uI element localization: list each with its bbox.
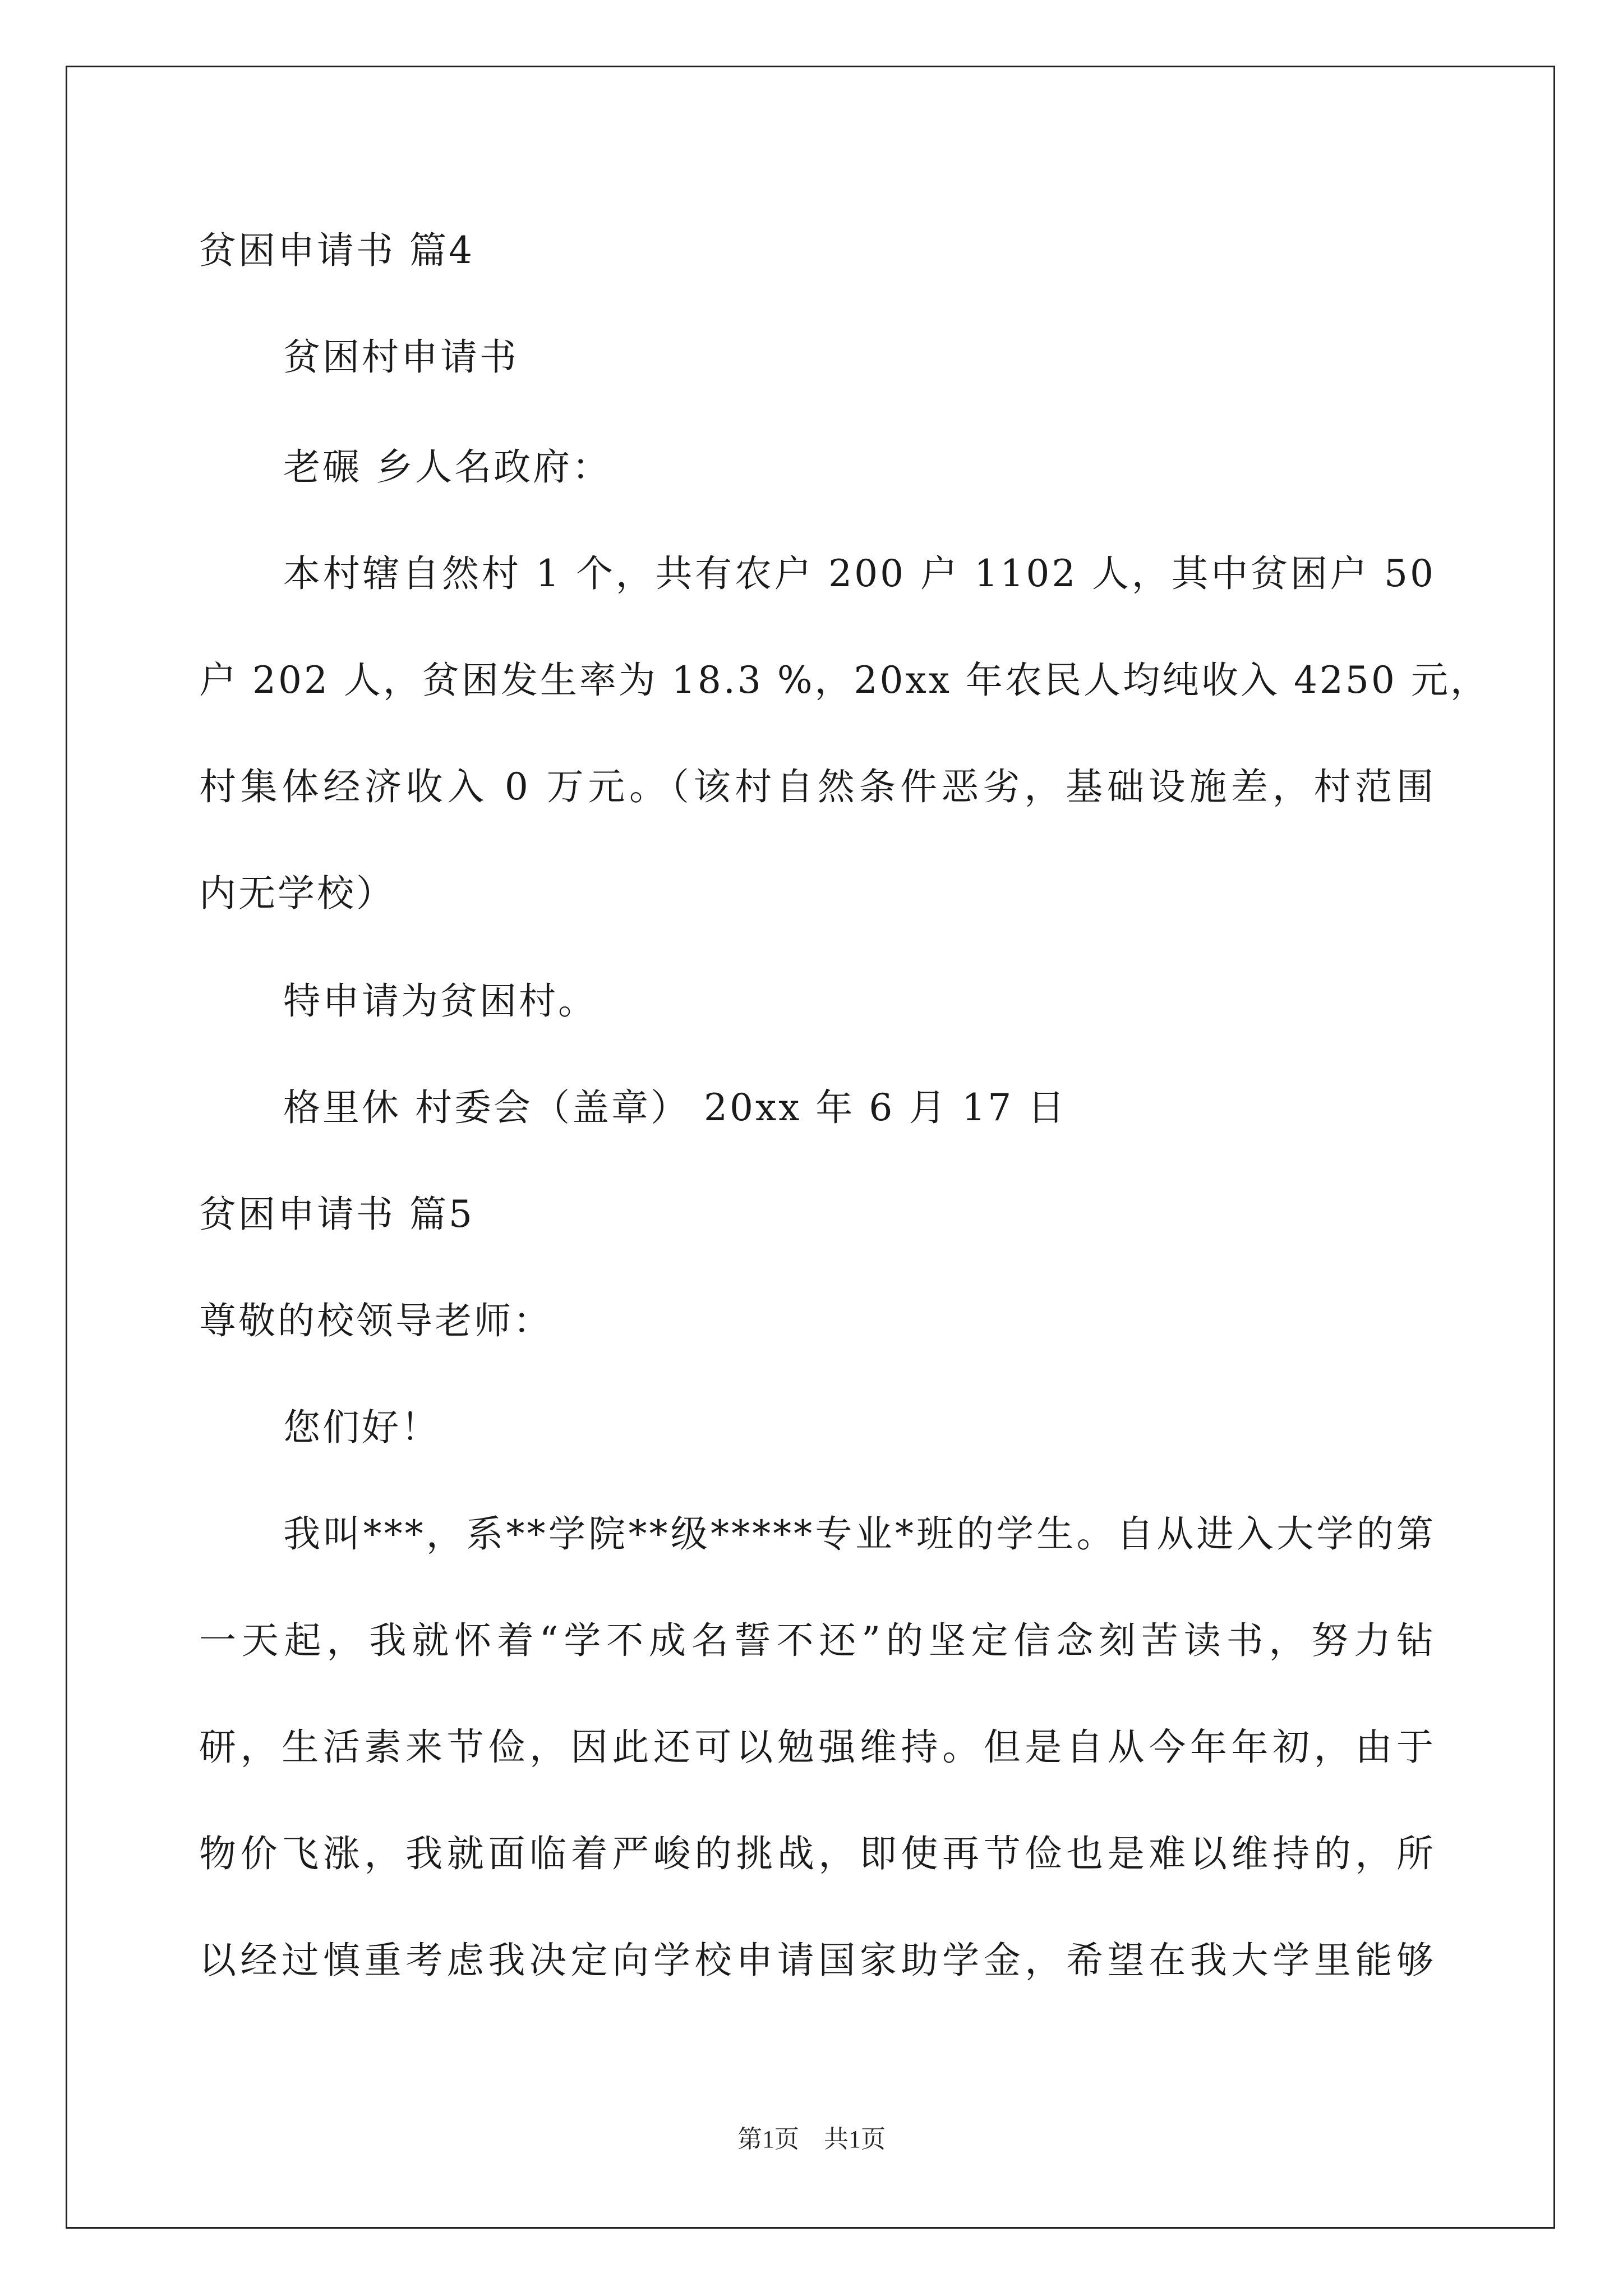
paragraph-line: 物价飞涨，我就面临着严峻的挑战，即使再节俭也是难以维持的，所 [199,1832,1436,1875]
section-heading-4: 贫困申请书 篇4 [199,229,474,272]
paragraph-line: 户 202 人，贫困发生率为 18.3 %，20xx 年农民人均纯收入 4250 元， [199,659,1490,702]
signature-line: 格里休 村委会（盖章） 20xx 年 6 月 17 日 [283,1086,1067,1129]
paragraph-line: 以经过慎重考虑我决定向学校申请国家助学金，希望在我大学里能够 [199,1939,1436,1982]
paragraph-line: 村集体经济收入 0 万元。（该村自然条件恶劣，基础设施差，村范围 [199,765,1436,808]
greeting: 您们好！ [283,1406,440,1449]
paragraph-line: 研，生活素来节俭，因此还可以勉强维持。但是自从今年年初，由于 [199,1726,1436,1769]
section-heading-5: 贫困申请书 篇5 [199,1193,474,1236]
paragraph-line: 本村辖自然村 1 个，共有农户 200 户 1102 人，其中贫困户 50 [283,552,1436,595]
paragraph-line: 内无学校） [199,872,395,915]
document-title: 贫困村申请书 [283,335,519,379]
page-footer: 第1页 共1页 [737,2125,886,2153]
salutation: 老碾 乡人名政府： [283,445,611,489]
paragraph-line: 我叫***，系**学院**级*****专业*班的学生。自从进入大学的第 [283,1512,1436,1556]
paragraph-line: 一天起，我就怀着“学不成名誓不还”的坚定信念刻苦读书，努力钻 [199,1619,1436,1662]
salutation: 尊敬的校领导老师： [199,1299,552,1342]
page-border [66,66,1555,2229]
request-line: 特申请为贫困村。 [283,979,597,1023]
